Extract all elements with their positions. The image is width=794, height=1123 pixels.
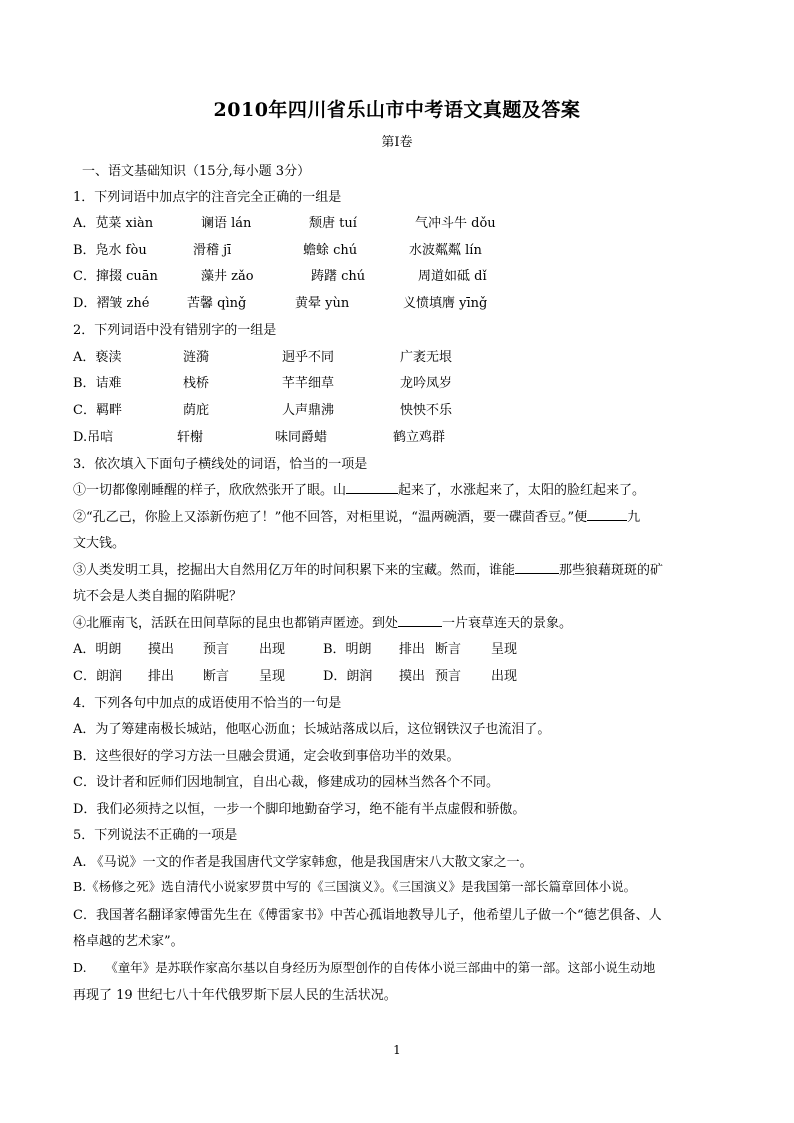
question-3-stem: 3．依次填入下面句子横线处的词语，恰当的一项是 xyxy=(73,457,368,472)
question-1-stem: 1．下列词语中加点字的注音完全正确的一组是 xyxy=(73,190,342,205)
q2-c-4: 怏怏不乐 xyxy=(400,403,453,418)
q3-sentence-2: ②“孔乙己，你脸上又添新伤疤了！”他不回答，对柜里说，“温两碗酒，要一碟茴香豆。”便 九 xyxy=(73,506,640,525)
q4-option-d: D．我们必须持之以恒，一步一个脚印地勤奋学习，绝不能有半点虚假和骄傲。 xyxy=(73,802,526,817)
q3-opt: 出现 xyxy=(491,669,518,684)
question-4-stem: 4．下列各句中加点的成语使用不恰当的一句是 xyxy=(73,696,342,711)
q3-sentence-2-cont: 文大钱。 xyxy=(73,536,126,551)
q3-sentence-3-cont: 坑不会是人类自掘的陷阱呢？ xyxy=(73,589,243,604)
q3-option-row-ab xyxy=(73,638,723,658)
q2-d-3: 味同爵蜡 xyxy=(275,430,328,445)
q1-c-2: 藻井 zǎo xyxy=(201,269,254,284)
q4-option-c: C．设计者和匠师们因地制宜，自出心裁，修建成功的园林当然各个不同。 xyxy=(73,775,499,790)
q3-opt: 排出 xyxy=(148,669,175,684)
q5-option-c: C．我国著名翻译家傅雷先生在《傅雷家书》中苦心孤诣地教导儿子，他希望儿子做一个“德艺俱备、人 xyxy=(73,908,662,923)
q3-sentence-4: ④北雁南飞，活跃在田间草际的昆虫也都销声匿迹。到处 一片衰草连天的景象。 xyxy=(73,612,572,631)
q5-option-d-cont: 再现了 19 世纪七八十年代俄罗斯下层人民的生活状况。 xyxy=(73,988,397,1003)
q3-opt: 预言 xyxy=(435,669,462,684)
q3-opt: C．朗润 xyxy=(73,669,122,684)
q2-b-1: B．诘难 xyxy=(73,376,122,391)
q1-option-row-b xyxy=(73,239,723,259)
q3-opt: 断言 xyxy=(203,669,230,684)
q3-opt: B．明朗 xyxy=(323,642,372,657)
document-title: 2010年四川省乐山市中考语文真题及答案 xyxy=(213,99,581,121)
fill-blank xyxy=(515,560,559,574)
q2-option-row-d xyxy=(73,426,723,446)
q1-option-row-c xyxy=(73,265,723,285)
q1-a-1: A．苋菜 xiàn xyxy=(73,216,154,231)
q1-option-row-d xyxy=(73,292,723,312)
page-number: 1 xyxy=(393,1043,401,1057)
q1-c-3: 踌躇 chú xyxy=(311,269,366,284)
q2-a-3: 迥乎不同 xyxy=(282,350,335,365)
question-2-stem: 2．下列词语中没有错别字的一组是 xyxy=(73,323,277,338)
q5-option-c-cont: 格卓越的艺术家”。 xyxy=(73,934,184,949)
q3-sentence-3: ③人类发明工具，挖掘出大自然用亿万年的时间积累下来的宝藏。然而，谁能 那些狼藉斑斑的矿 xyxy=(73,559,663,578)
q3-opt: 呈现 xyxy=(491,642,518,657)
q1-a-2: 谰语 lán xyxy=(201,216,252,231)
q1-d-4: 义愤填膺 yīnǧ xyxy=(403,296,488,311)
q3-opt: 摸出 xyxy=(148,642,175,657)
q4-option-b: B．这些很好的学习方法一旦融会贯通，定会收到事倍功半的效果。 xyxy=(73,749,460,764)
q1-option-row-a xyxy=(73,212,723,232)
q3-sentence-1: ①一切都像刚睡醒的样子，欣欣然张开了眼。山 起来了，水涨起来了，太阳的脸红起来了。 xyxy=(73,479,645,498)
q2-c-3: 人声鼎沸 xyxy=(282,403,335,418)
q3-opt: 出现 xyxy=(259,642,286,657)
q3-opt: 摸出 xyxy=(399,669,426,684)
q2-a-1: A．亵渎 xyxy=(73,350,122,365)
q3-opt: D．朗润 xyxy=(323,669,373,684)
q1-c-1: C．撺掇 cuān xyxy=(73,269,158,284)
q2-c-2: 荫庇 xyxy=(183,403,210,418)
q3-opt: 断言 xyxy=(435,642,462,657)
q2-option-row-b xyxy=(73,372,723,392)
q5-option-b: B.《杨修之死》选自清代小说家罗贯中写的《三国演义》。《三国演义》是我国第一部长篇章回体小说。 xyxy=(73,879,637,894)
q1-d-2: 苦馨 qìnǧ xyxy=(187,296,247,311)
q2-c-1: C．羁畔 xyxy=(73,403,122,418)
fill-blank xyxy=(587,507,627,521)
fill-blank xyxy=(346,480,398,494)
q1-b-2: 滑稽 jī xyxy=(193,243,232,258)
q1-a-4: 气冲斗牛 dǒu xyxy=(415,216,496,231)
q2-option-row-a xyxy=(73,346,723,366)
fill-blank xyxy=(398,613,442,627)
document-subtitle: 第Ⅰ卷 xyxy=(381,135,413,150)
q2-a-2: 涟漪 xyxy=(183,350,210,365)
q5-option-d: D. 《童年》是苏联作家高尔基以自身经历为原型创作的自传体小说三部曲中的第一部。这部小说生动地 xyxy=(73,960,656,975)
q1-b-4: 水波粼粼 lín xyxy=(409,243,482,258)
q2-b-3: 芊芊细草 xyxy=(282,376,335,391)
q1-d-3: 黄晕 yùn xyxy=(295,296,350,311)
q2-b-2: 栈桥 xyxy=(183,376,210,391)
q2-d-2: 轩榭 xyxy=(177,430,204,445)
q2-option-row-c xyxy=(73,399,723,419)
q1-b-3: 蟾蜍 chú xyxy=(303,243,358,258)
q5-option-a: A. 《马说》一文的作者是我国唐代文学家韩愈，他是我国唐宋八大散文家之一。 xyxy=(73,855,533,870)
q2-b-4: 龙吟凤岁 xyxy=(400,376,453,391)
q3-opt: 呈现 xyxy=(259,669,286,684)
q1-b-1: B．凫水 fòu xyxy=(73,243,147,258)
q2-d-4: 鹤立鸡群 xyxy=(393,430,446,445)
q4-option-a: A．为了筹建南极长城站，他呕心沥血；长城站落成以后，这位钢铁汉子也流泪了。 xyxy=(73,722,551,737)
q3-opt: 预言 xyxy=(203,642,230,657)
q1-c-4: 周道如砥 dǐ xyxy=(418,269,487,284)
q2-d-1: D.吊唁 xyxy=(73,430,114,445)
question-5-stem: 5．下列说法不正确的一项是 xyxy=(73,828,238,843)
q3-option-row-cd xyxy=(73,665,723,685)
q3-opt: A．明朗 xyxy=(73,642,122,657)
q1-d-1: D．褶皱 zhé xyxy=(73,296,150,311)
section-heading: 一、语文基础知识（15分,每小题 3分） xyxy=(82,164,311,179)
q1-a-3: 颓唐 tuí xyxy=(309,216,357,231)
q2-a-4: 广袤无垠 xyxy=(400,350,453,365)
q3-opt: 排出 xyxy=(399,642,426,657)
